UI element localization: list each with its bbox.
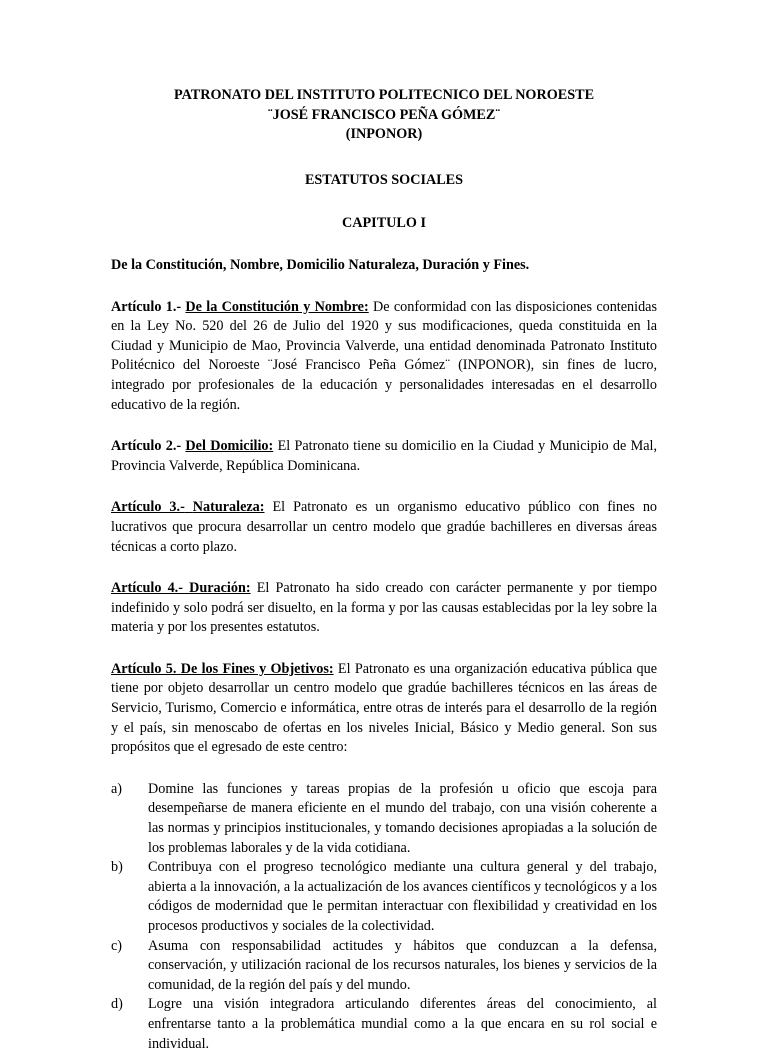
article-text: El Patronato es un organismo educativo público con fines no lucrativos que procura desarrollar un centro modelo que gradúe bachilleres en diversas áreas técnicas a corto plazo. bbox=[111, 499, 657, 555]
list-item-text: Asuma con responsabilidad actitudes y hábitos que conduzcan a la defensa, conservación, y utilización racional de los recursos naturales, los bienes y servicios de la comunidad, de la región del país y del mundo. bbox=[148, 937, 657, 993]
chapter-heading: CAPITULO I bbox=[342, 215, 426, 232]
article-1 bbox=[111, 298, 657, 416]
article-heading: Del Domicilio: bbox=[185, 438, 274, 455]
article-number: Artículo 2.- bbox=[111, 438, 182, 455]
article-number: Artículo 4.- bbox=[111, 580, 183, 597]
article-number: Artículo 3.- bbox=[111, 499, 185, 516]
article-heading: Duración: bbox=[189, 580, 251, 597]
list-marker: d) bbox=[111, 996, 123, 1013]
chapter-subtitle: De la Constitución, Nombre, Domicilio Naturaleza, Duración y Fines. bbox=[111, 256, 530, 273]
article-number: Artículo 1.- bbox=[111, 298, 182, 315]
aims-list bbox=[111, 780, 657, 1054]
list-item-text: Domine las funciones y tareas propias de la profesión u oficio que escoja para desempeñarse de manera eficiente en el mundo del trabajo, con una visión coherente a las normas y principios institucionales, y tomando decisiones apropiadas a la solución de los problemas laborales y de la vida cotidiana. bbox=[148, 780, 657, 856]
list-marker: c) bbox=[111, 937, 123, 954]
list-item bbox=[111, 780, 657, 858]
article-4 bbox=[111, 579, 657, 638]
article-heading: Naturaleza: bbox=[192, 499, 265, 516]
list-item-text: Logre una visión integradora articulando diferentes áreas del conocimiento, al enfrentarse tanto a la problemática mundial como a la que encara en su rol social e individual. bbox=[148, 996, 657, 1052]
article-heading: De los Fines y Objetivos: bbox=[180, 660, 334, 677]
article-text: El Patronato ha sido creado con carácter permanente y por tiempo indefinido y solo podrá ser disuelto, en la forma y por las causas establecidas por la ley sobre la materia y por los presentes estatutos. bbox=[111, 580, 657, 636]
article-3 bbox=[111, 498, 657, 557]
document-title: ESTATUTOS SOCIALES bbox=[304, 171, 464, 188]
document-header bbox=[111, 86, 657, 145]
article-2 bbox=[111, 437, 657, 476]
list-item bbox=[111, 937, 657, 996]
header-line-3: (INPONOR) bbox=[345, 126, 423, 143]
list-item-text: Contribuya con el progreso tecnológico mediante una cultura general y del trabajo, abierta a la innovación, a la actualización de los avances científicos y tecnológicos y a los códigos de modernidad que le permitan interactuar con flexibilidad y creatividad en los procesos productivos y sociales de la colectividad. bbox=[148, 859, 657, 934]
header-line-2: ¨JOSÉ FRANCISCO PEÑA GÓMEZ¨ bbox=[267, 106, 501, 123]
article-text: El Patronato tiene su domicilio en la Ciudad y Municipio de Mal, Provincia Valverde, República Dominicana. bbox=[111, 438, 658, 474]
article-number: Artículo 5. bbox=[111, 660, 177, 677]
article-5 bbox=[111, 660, 657, 758]
list-item bbox=[111, 858, 657, 936]
article-heading: De la Constitución y Nombre: bbox=[185, 298, 369, 315]
article-text: De conformidad con las disposiciones contenidas en la Ley No. 520 del 26 de Julio del 1920 y sus modificaciones, queda constituida en la Ciudad y Municipio de Mao, Provincia Valverde, una entidad denominada Patronato Instituto Politécnico del Noroeste ¨José Francisco Peña Gómez¨ (INPONOR), sin fines de lucro, integrado por profesionales de la educación y personalidades interesadas en el desarrollo educativo de la región. bbox=[111, 298, 657, 413]
article-text: El Patronato es una organización educativa pública que tiene por objeto desarrollar un centro modelo que gradúe bachilleres técnicos en las áreas de Servicio, Turismo, Comercio e informática, entre otras de interés para el desarrollo de la región y el país, sin menoscabo de ofertas en los niveles Inicial, Básico y Medio general. Son sus propósitos que el egresado de este centro: bbox=[111, 660, 658, 756]
list-marker: a) bbox=[111, 780, 123, 797]
list-item bbox=[111, 995, 657, 1054]
header-line-1: PATRONATO DEL INSTITUTO POLITECNICO DEL NOROESTE bbox=[173, 87, 595, 103]
list-marker: b) bbox=[111, 859, 123, 876]
